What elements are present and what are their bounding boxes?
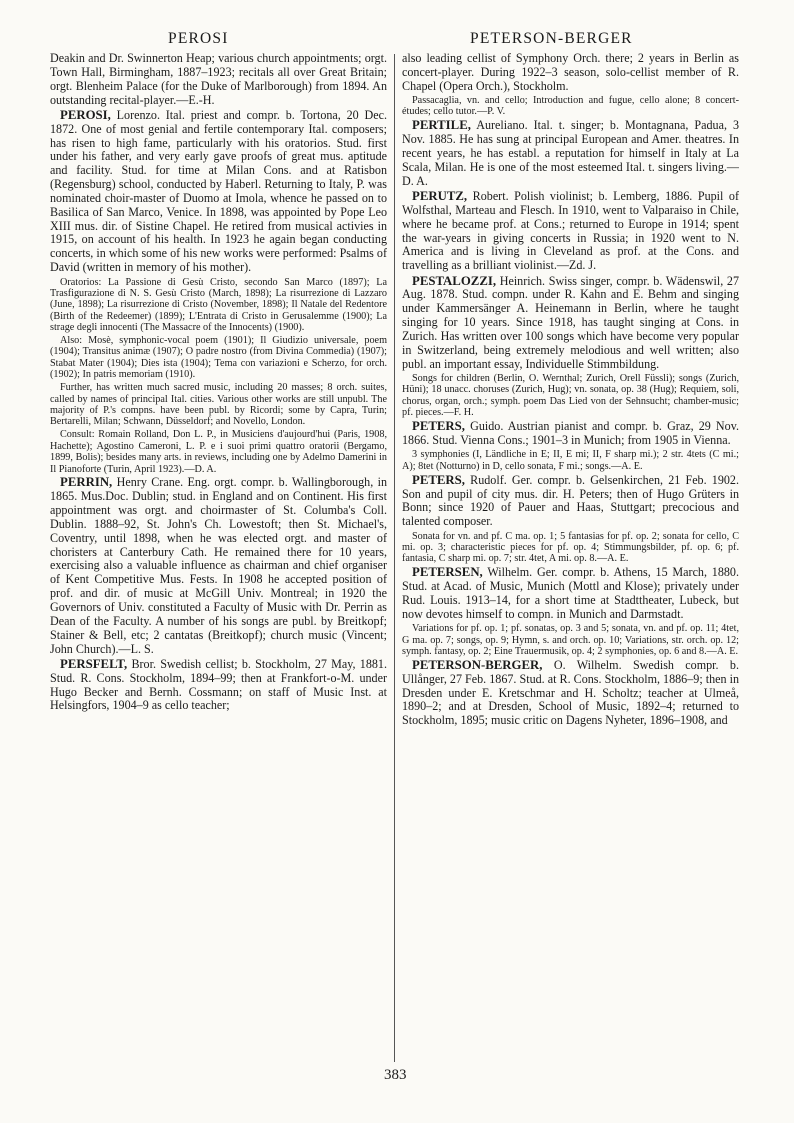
entry-text: Henry Crane. Eng. orgt. compr. b. Wallingborough, in 1865. Mus.Doc. Dublin; stud. in England and on Continent. His first appointment was orgt. and choirmaster of St. Columba's Coll. Dublin. 1888–92, St. John's Ch. Lowestoft; then St. Michael's, Coventry, until 1898, when he was elected orgt. and master of choristers at Canterbury Cath. He remained there for 10 years, exercising also a valuable influence as chairman and chief organiser of Kent Competitive Mus. Fests. In 1908 he accepted position of prof. and dir. of music at McGill Univ. Montreal; in 1920 the Governors of Univ. constituted a Faculty of Music with Dr. Perrin as Dean of the Faculty. A number of his songs are publ. by Breitkopf; Stainer & Bell, etc; 2 cantatas (Breitkopf); church music (Vincent; John Church).—L. S.: [50, 475, 387, 656]
entry-headword: PETERSEN,: [412, 565, 483, 580]
dictionary-entry: [402, 659, 739, 728]
entry-text: Robert. Polish violinist; b. Lemberg, 1886. Pupil of Wolfsthal, Marteau and Flesch. In 1910, went to Valparaiso in Chile, where he became prof. at Cons.; returned to Europe in 1914; spent the war-years in giving concerts in Russia; in 1920 went to N. America and is living in Cleveland as prof. at the Cons. and travelling as a brilliant violinist.—Zd. J.: [402, 189, 739, 273]
right-column: [402, 52, 739, 1062]
dictionary-entry: [402, 474, 739, 529]
entry-continuation: also leading cellist of Symphony Orch. there; 2 years in Berlin as concert-player. During 1922–3 season, solo-cellist member of R. Chapel (Opera Orch.), Stockholm.: [402, 52, 739, 93]
dictionary-entry: [402, 190, 739, 273]
dictionary-entry: [50, 109, 387, 275]
entry-headword: PETERS,: [412, 419, 465, 434]
entry-text: Guido. Austrian pianist and compr. b. Graz, 29 Nov. 1866. Stud. Vienna Cons.; 1901–3 in Munich; from 1905 in Vienna.: [402, 419, 739, 447]
entry-text: Aureliano. Ital. t. singer; b. Montagnana, Padua, 3 Nov. 1885. He has sung at principal European and Amer. theatres. In recent years, he has establ. a reputation for himself in Italy at La Scala, Milan. He is one of the most esteemed Ital. t. singers living.—D. A.: [402, 118, 739, 188]
works-list: 3 symphonies (I, Ländliche in E; II, E mi; II, F sharp mi.); 2 str. 4tets (C mi.; A); 8tet (Notturno) in D, cello sonata, F mi.; songs.—A. E.: [402, 449, 739, 472]
entry-text: Bror. Swedish cellist; b. Stockholm, 27 May, 1881. Stud. R. Cons. Stockholm, 1894–99; then at Frankfort-o-M. under Hugo Becker and Bernh. Cossmann; on staff of Music Inst. at Helsingfors, 1904–9 as cello teacher;: [50, 656, 387, 713]
works-list: Passacaglia, vn. and cello; Introduction and fugue, cello alone; 8 concert-études; cello tutor.—P. V.: [402, 95, 739, 118]
entry-headword: PERUTZ,: [412, 189, 468, 204]
dictionary-entry: [402, 566, 739, 621]
entry-headword: PETERSON-BERGER,: [412, 657, 543, 672]
works-list: Further, has written much sacred music, including 20 masses; 8 orch. suites, called by names of principal Ital. cities. Various other works are still unpubl. The majority of P.'s compns. have been publ. by Ricordi; some by Capra, Turin; Bertarelli, Milan; Schwann, Düsseldorf; and Novello, London.: [50, 382, 387, 428]
entry-headword: PERTILE,: [412, 118, 471, 133]
dictionary-entry: [402, 119, 739, 188]
works-list: Variations for pf. op. 1; pf. sonatas, op. 3 and 5; sonata, vn. and pf. op. 11; 4tet, G ma. op. 7; songs, op. 9; Hymn, s. and orch. op. 10; Variations, str. orch. op. 12; symph. fantasy, op. 2; Eine Trauermusik, op. 4; 2 symphonies, op. 6 and 8.—A. E.: [402, 623, 739, 657]
works-list: Sonata for vn. and pf. C ma. op. 1; 5 fantasias for pf. op. 2; sonata for cello, C mi. op. 3; characteristic pieces for pf. op. 4; Stimmungsbilder, pf. op. 6; pf. fantasia, C sharp mi. op. 7; str. 4tet, A mi. op. 8.—A. E.: [402, 530, 739, 565]
entry-text: Lorenzo. Ital. priest and compr. b. Tortona, 20 Dec. 1872. One of most genial and fertile contemporary Ital. composers; has risen to high fame, particularly with his oratorios. Stud. first under his father, and very early gave proofs of great mus. aptitude and facility. Stud. for time at Milan Cons. and at Ratisbon (Regensburg) school, conducted by Haberl. Returning to Italy, P. was nominated choir-master of Duomo at Imola, whence he passed on to Basilica of San Marco, Venice. In 1898, was appointed by Pope Leo XIII mus. dir. of Sistine Chapel. He retired from musical activies in 1915, on account of his health. In 1923 he again began conducting concerts, in which some of his new works were performed: Psalms of David (written in memory of his mother).: [50, 107, 387, 275]
running-head-right: PETERSON-BERGER: [470, 30, 633, 47]
works-list: Also: Mosè, symphonic-vocal poem (1901); Il Giudizio universale, poem (1904); Transitus animæ (1907); O padre nostro (from Divina Commedia) (1907); Stabat Mater (1904); Dies ista (1904); Tema con variazioni e Scherzo, for orch. (1902); In patris memoriam (1910).: [50, 335, 387, 381]
column-divider: [394, 54, 395, 1062]
dictionary-entry: [402, 420, 739, 448]
running-head-left: PEROSI: [168, 30, 229, 47]
left-column: [50, 52, 387, 1062]
entry-text: Wilhelm. Ger. compr. b. Athens, 15 March, 1880. Stud. at Acad. of Music, Munich (Mottl and Klose); privately under Rud. Louis. 1913–14, for a short time at Stadttheater, Lubeck, but now devotes himself to compn. in Munich and Darmstadt.: [402, 565, 739, 621]
entry-headword: PERSFELT,: [60, 656, 128, 671]
entry-headword: PETERS,: [412, 472, 465, 487]
dictionary-entry: [50, 476, 387, 656]
entry-text: Heinrich. Swiss singer, compr. b. Wädenswil, 27 Aug. 1878. Stud. compn. under R. Kahn and E. Behm and singing under Kammersänger A. Heinemann in Berlin, where he taught singing for 10 years. Since 1918, has taught singing at Cons. in Zurich. Has written over 100 songs which have become very popular in Switzerland, being extremely melodious and well written; also publ. an important essay, Individuelle Stimmbildung.: [402, 273, 739, 371]
works-list: Songs for children (Berlin, O. Wernthal; Zurich, Orell Füssli); songs (Zurich, Hüni); 18 unacc. choruses (Zurich, Hug); vn. sonata, op. 38 (Hug); Requiem, soli, chorus, organ, orch.; symph. poem Das Lied von der Sehnsucht; chamber-music; pf. pieces.—F. H.: [402, 373, 739, 419]
works-list: Consult: Romain Rolland, Don L. P., in Musiciens d'aujourd'hui (Paris, 1908, Hachette); Agostino Cameroni, L. P. e i suoi primi quattro oratorii (Bergamo, 1899, Bolis); besides many arts. in reviews, including one by Adelmo Damerini in Il Pianoforte (Turin, April 1923).—D. A.: [50, 429, 387, 475]
dictionary-entry: [402, 275, 739, 372]
entry-headword: PEROSI,: [60, 107, 111, 122]
dictionary-entry: [50, 658, 387, 713]
entry-headword: PERRIN,: [60, 475, 113, 490]
entry-text: Rudolf. Ger. compr. b. Gelsenkirchen, 21 Feb. 1902. Son and pupil of city mus. dir. H. Peters; then of Hugo Grüters in Bonn; since 1920 of Pauer and Haas, Stuttgart; precocious and talented composer.: [402, 472, 739, 529]
entry-headword: PESTALOZZI,: [412, 273, 497, 288]
entry-text: O. Wilhelm. Swedish compr. b. Ullånger, 27 Feb. 1867. Stud. at R. Cons. Stockholm, 1886–9; then in Dresden under E. Kretschmar and H. Scholtz; teacher at Ulmeå, 1890–2; and at Dresden, School of Music, 1892–4; returned to Stockholm, 1895; music critic on Dagens Nyheter, 1896–1908, and: [402, 657, 739, 728]
page-number: 383: [384, 1067, 407, 1083]
works-list: Oratorios: La Passione di Gesù Cristo, secondo San Marco (1897); La Trasfigurazione di N. S. Gesù Cristo (March, 1898); La risurrezione di Lazzaro (June, 1898); La risurrezione di Cristo (November, 1898); Il Natale del Redentore (Birth of the Redeemer) (1899); L'Entrata di Cristo in Gerusalemme (1900); La strage degli innocenti (The Massacre of the Innocents) (1900).: [50, 276, 387, 334]
entry-continuation: Deakin and Dr. Swinnerton Heap; various church appointments; orgt. Town Hall, Birmingham, 1887–1923; recitals all over Great Britain; orgt. Blenheim Palace (for the Duke of Marlborough) from 1894. An outstanding recital-player.—E.-H.: [50, 52, 387, 107]
